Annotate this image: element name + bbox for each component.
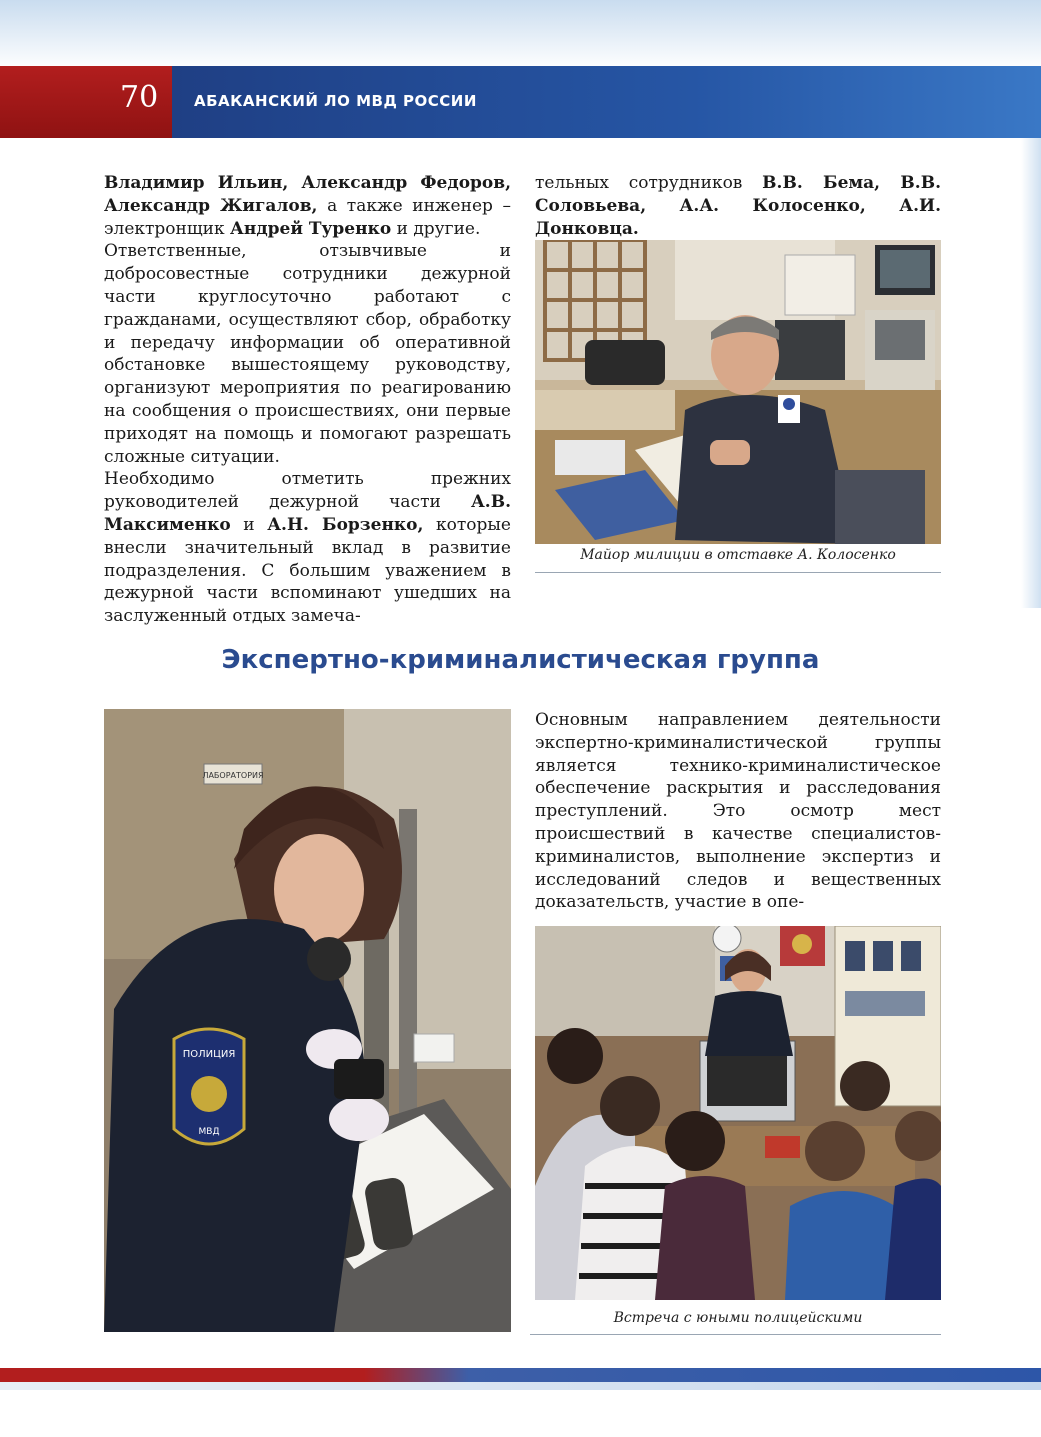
footer-band bbox=[0, 1368, 1041, 1382]
text-3b: и bbox=[230, 514, 268, 535]
header-band bbox=[0, 66, 1041, 138]
photo-forensic-officer bbox=[104, 709, 511, 1332]
patch-label-top: ПОЛИЦИЯ bbox=[182, 1049, 236, 1060]
text-3a: Необходимо отметить прежних руководителей дежурной части bbox=[104, 469, 511, 513]
text-column-left-top bbox=[104, 172, 511, 628]
text-1-end: и другие. bbox=[391, 218, 481, 239]
patch-label-bottom: МВД bbox=[198, 1127, 220, 1137]
names-2: В.В. Бема, В.В. Соловьева, А.А. Колосенко, А.И. Донковца. bbox=[535, 173, 941, 239]
photo-duty-officer-image bbox=[535, 240, 941, 544]
name-maksimenko: А.В. Максименко bbox=[104, 492, 511, 535]
photo-door-sign: ЛАБОРАТОРИЯ bbox=[202, 771, 264, 780]
paragraph-forensic: Основным направлением деятельности экспертно-криминалистической группы является технико-криминалистическое обеспечение раскрытия и расследования преступлений. Это осмотр мест происшествий в качестве специалистов-криминалистов, выполнение экспертиз и исследований следов и вещественных доказательств, участие в опе- bbox=[535, 710, 941, 913]
photo-duty-officer bbox=[535, 240, 941, 544]
running-title: АБАКАНСКИЙ ЛО МВД РОССИИ bbox=[194, 92, 477, 110]
text-column-right-top bbox=[535, 172, 941, 240]
name-borzenko: А.Н. Борзенко, bbox=[267, 514, 424, 535]
text-column-right-bottom bbox=[535, 709, 941, 914]
text-cont: тельных сотрудников bbox=[535, 173, 763, 193]
footer-band-light bbox=[0, 1382, 1041, 1390]
page-number: 70 bbox=[120, 80, 159, 115]
header-red-block bbox=[0, 66, 172, 138]
photo-meeting-caption: Встреча с юными полицейскими bbox=[613, 1310, 863, 1326]
right-edge-decoration bbox=[1021, 138, 1041, 608]
text-1: а также инженер – электронщик bbox=[104, 195, 511, 239]
header-blue-block bbox=[172, 66, 1041, 138]
paragraph-continued bbox=[535, 172, 941, 240]
photo-meeting bbox=[535, 926, 941, 1300]
name-turenko: Андрей Туренко bbox=[230, 218, 392, 239]
paragraph-1 bbox=[104, 172, 511, 240]
photo-forensic-officer-image bbox=[104, 709, 511, 1332]
caption-rule-1 bbox=[535, 572, 941, 573]
paragraph-3 bbox=[104, 468, 511, 628]
photo-duty-officer-caption: Майор милиции в отставке А. Колосенко bbox=[580, 547, 896, 563]
text-3c: которые внесли значительный вклад в развитие подразделения. С большим уважением в дежурной части вспоминают ушедших на заслуженный отдых замеча- bbox=[104, 514, 511, 627]
caption-rule-2 bbox=[530, 1334, 941, 1335]
paragraph-2: Ответственные, отзывчивые и добросовестные сотрудники дежурной части круглосуточно работают с гражданами, осуществляют сбор, обработку и передачу информации об оперативной обстановке вышестоящему руководству, организуют мероприятия по реагированию на сообщения о происшествиях, они первые приходят на помощь и помогают разрешать сложные ситуации. bbox=[104, 241, 511, 467]
section-title: Экспертно-криминалистическая группа bbox=[221, 645, 820, 675]
names-1: Владимир Ильин, Александр Федоров, Александр Жигалов, bbox=[104, 173, 511, 216]
photo-meeting-image bbox=[535, 926, 941, 1300]
